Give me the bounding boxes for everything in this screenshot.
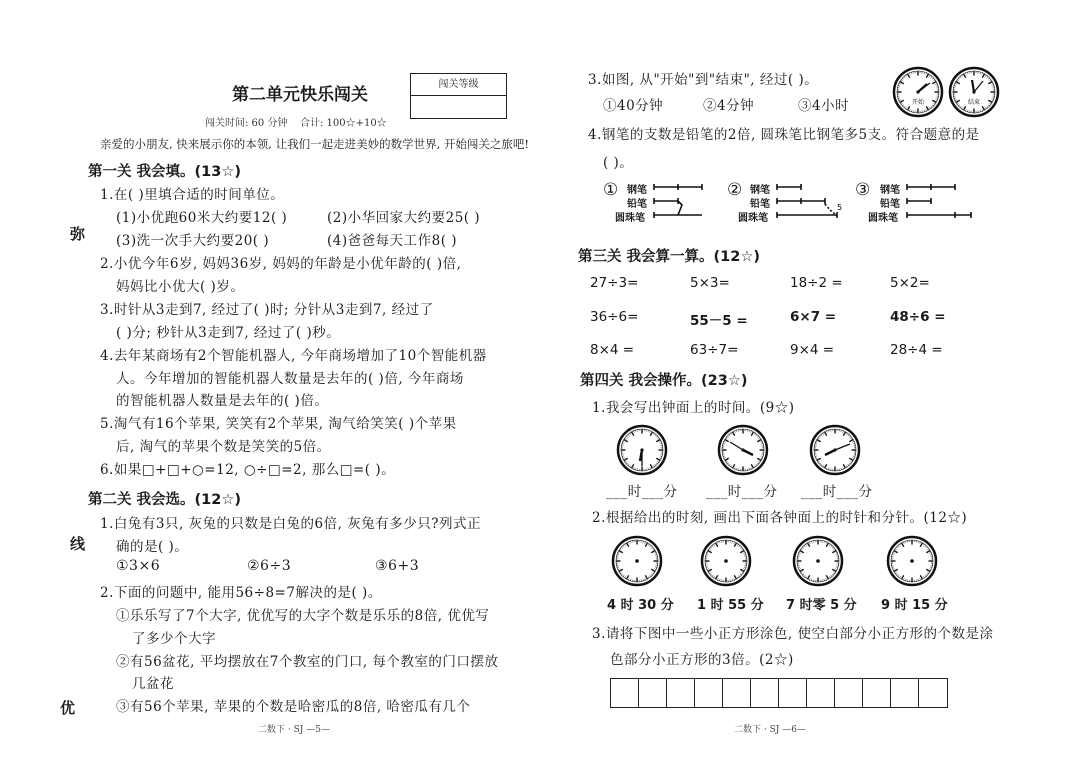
calc-r1-c2: 5×3= xyxy=(690,275,730,291)
s1-q4-l3: 的智能机器人数量是去年的( )倍。 xyxy=(116,393,329,409)
clock-start-icon xyxy=(892,66,944,118)
section-4-title: 第四关 我会操作。(23☆) xyxy=(580,373,748,389)
grid-square[interactable] xyxy=(919,679,947,707)
calc-r3-c1: 8×4 = xyxy=(590,342,635,358)
clock-start-label: 开始 xyxy=(911,99,925,106)
r-q3-opt3: ③4小时 xyxy=(798,98,850,114)
diagram-2-num: ② xyxy=(727,180,743,200)
calc-r2-c2: 55－5 = xyxy=(690,313,748,329)
clock-read-2-blank[interactable]: ___时___分 xyxy=(706,484,778,500)
s2-q1-opt3: ③6+3 xyxy=(375,558,420,574)
page-number-right: 二数下 · SJ —6— xyxy=(734,725,806,735)
draw-time-4: 9 时 15 分 xyxy=(881,598,948,613)
page-title: 第二单元快乐闯关 xyxy=(232,85,368,105)
side-char-2: 线 xyxy=(70,535,86,553)
diagram-1-bars xyxy=(652,180,712,224)
s1-q1-c: (3)洗一次手大约要20( ) xyxy=(116,233,270,249)
s2-q2-opt3: ③有56个苹果, 苹果的个数是哈密瓜的8倍, 哈密瓜有几个 xyxy=(116,699,471,715)
calc-r2-c3: 6×7 = xyxy=(790,309,837,325)
s4-q1: 1.我会写出钟面上的时间。(9☆) xyxy=(592,400,795,416)
clock-end-icon xyxy=(948,66,1000,118)
s4-q3-l1: 3.请将下图中一些小正方形涂色, 使空白部分小正方形的个数是涂 xyxy=(592,626,994,642)
grid-square[interactable] xyxy=(667,679,695,707)
info-time: 闯关时间: 60 分钟 xyxy=(205,118,288,129)
grid-square[interactable] xyxy=(611,679,639,707)
d1-label-pen: 钢笔 xyxy=(627,185,647,196)
s2-q2: 2.下面的问题中, 能用56÷8=7解决的是( )。 xyxy=(100,585,382,601)
grid-square[interactable] xyxy=(639,679,667,707)
s2-q1-opt1: ①3×6 xyxy=(116,558,161,574)
clock-read-1-blank[interactable]: ___时___分 xyxy=(606,484,678,500)
coloring-grid xyxy=(610,678,948,708)
s1-q3-l1: 3.时针从3走到7, 经过了( )时; 分针从3走到7, 经过了 xyxy=(100,302,434,318)
calc-r3-c4: 28÷4 = xyxy=(890,342,943,358)
clock-read-2-icon xyxy=(717,424,769,476)
draw-time-2: 1 时 55 分 xyxy=(697,598,764,613)
s1-q1: 1.在( )里填合适的时间单位。 xyxy=(100,187,285,203)
s1-q5-l2: 后, 淘气的苹果个数是笑笑的5倍。 xyxy=(116,439,331,455)
calc-r1-c4: 5×2= xyxy=(890,275,930,291)
d2-label-ballpen: 圆珠笔 xyxy=(738,213,768,224)
d1-label-ballpen: 圆珠笔 xyxy=(615,213,645,224)
diagram-1-num: ① xyxy=(603,180,619,200)
s2-q2-opt1-l2: 了多少个大字 xyxy=(132,631,216,647)
grid-square[interactable] xyxy=(751,679,779,707)
s1-q2-l1: 2.小优今年6岁, 妈妈36岁, 妈妈的年龄是小优年龄的( )倍, xyxy=(100,256,462,272)
s1-q4-l1: 4.去年某商场有2个智能机器人, 今年商场增加了10个智能机器 xyxy=(100,348,487,364)
calc-r3-c3: 9×4 = xyxy=(790,342,835,358)
s1-q3-l2: ( )分; 秒针从3走到7, 经过了( )秒。 xyxy=(116,325,341,341)
diagram-3-num: ③ xyxy=(855,180,871,200)
s2-q1-l1: 1.白兔有3只, 灰兔的只数是白兔的6倍, 灰兔有多少只?列式正 xyxy=(100,516,481,532)
s1-q2-l2: 妈妈比小优大( )岁。 xyxy=(116,279,245,295)
r-q3-l1: 3.如图, 从"开始"到"结束", 经过( )。 xyxy=(588,72,819,88)
diagram-2-bars xyxy=(775,180,855,224)
diagram-3-bars xyxy=(905,180,985,224)
r-q4-l1: 4.钢笔的支数是铅笔的2倍, 圆珠笔比钢笔多5支。符合题意的是 xyxy=(588,127,980,143)
clock-read-3-blank[interactable]: ___时___分 xyxy=(801,484,873,500)
grid-square[interactable] xyxy=(863,679,891,707)
grid-square[interactable] xyxy=(891,679,919,707)
d3-label-pencil: 铅笔 xyxy=(880,199,900,210)
side-char-3: 优 xyxy=(60,699,76,717)
s1-q5-l1: 5.淘气有16个苹果, 笑笑有2个苹果, 淘气给笑笑( )个苹果 xyxy=(100,416,457,432)
s2-q1-l2: 确的是( )。 xyxy=(116,539,189,555)
clock-draw-3-icon[interactable] xyxy=(792,535,844,587)
s1-q1-d: (4)爸爸每天工作8( ) xyxy=(327,233,458,249)
draw-time-1: 4 时 30 分 xyxy=(607,598,674,613)
s1-q1-b: (2)小华回家大约要25( ) xyxy=(327,210,481,226)
s2-q1-opt2: ②6÷3 xyxy=(247,558,292,574)
grade-box-label: 闯关等级 xyxy=(411,74,506,96)
grid-square[interactable] xyxy=(723,679,751,707)
s2-q2-opt1-l1: ①乐乐写了7个大字, 优优写的大字个数是乐乐的8倍, 优优写 xyxy=(116,608,490,624)
d2-label-pen: 钢笔 xyxy=(750,185,770,196)
clock-draw-2-icon[interactable] xyxy=(700,535,752,587)
grid-square[interactable] xyxy=(779,679,807,707)
s1-q6: 6.如果□+□+○=12, ○÷□=2, 那么□=( )。 xyxy=(100,462,396,478)
page-number-left: 二数下 · SJ —5— xyxy=(258,725,330,735)
side-char-1: 弥 xyxy=(70,225,86,243)
grid-square[interactable] xyxy=(835,679,863,707)
intro-text: 亲爱的小朋友, 快来展示你的本领, 让我们一起走进美妙的数学世界, 开始闯关之旅吧! xyxy=(100,137,530,151)
d1-label-pencil: 铅笔 xyxy=(627,199,647,210)
clock-end-label: 结束 xyxy=(967,99,981,106)
calc-r3-c2: 63÷7= xyxy=(690,342,739,358)
clock-read-1-icon xyxy=(616,424,668,476)
calc-r2-c1: 36÷6= xyxy=(590,309,639,325)
r-q4-l2: ( )。 xyxy=(603,155,634,171)
s4-q3-l2: 色部分小正方形的3倍。(2☆) xyxy=(610,652,794,668)
s1-q1-a: (1)小优跑60米大约要12( ) xyxy=(116,210,288,226)
s1-q4-l2: 人。今年增加的智能机器人数量是去年的( )倍, 今年商场 xyxy=(116,371,464,387)
section-1-title: 第一关 我会填。(13☆) xyxy=(88,164,241,180)
clock-read-3-icon xyxy=(809,424,861,476)
diagram-2-five: 5 xyxy=(837,203,843,212)
d3-label-pen: 钢笔 xyxy=(880,185,900,196)
calc-r2-c4: 48÷6 = xyxy=(890,309,946,325)
s2-q2-opt2-l2: 几盆花 xyxy=(132,676,174,692)
d2-label-pencil: 铅笔 xyxy=(750,199,770,210)
s4-q2: 2.根据给出的时刻, 画出下面各钟面上的时针和分针。(12☆) xyxy=(592,510,968,526)
grid-square[interactable] xyxy=(695,679,723,707)
clock-draw-1-icon[interactable] xyxy=(611,535,663,587)
grid-square[interactable] xyxy=(807,679,835,707)
r-q3-opt2: ②4分钟 xyxy=(703,98,755,114)
section-3-title: 第三关 我会算一算。(12☆) xyxy=(578,249,760,265)
section-2-title: 第二关 我会选。(12☆) xyxy=(88,492,241,508)
calc-r1-c1: 27÷3= xyxy=(590,275,639,291)
info-score: 合计: 100☆+10☆ xyxy=(300,118,387,129)
s2-q2-opt2-l1: ②有56盆花, 平均摆放在7个教室的门口, 每个教室的门口摆放 xyxy=(116,654,499,670)
draw-time-3: 7 时零 5 分 xyxy=(786,598,857,613)
grade-box xyxy=(410,73,507,119)
clock-draw-4-icon[interactable] xyxy=(886,535,938,587)
d3-label-ballpen: 圆珠笔 xyxy=(868,213,898,224)
r-q3-opt1: ①40分钟 xyxy=(603,98,664,114)
calc-r1-c3: 18÷2 = xyxy=(790,275,843,291)
